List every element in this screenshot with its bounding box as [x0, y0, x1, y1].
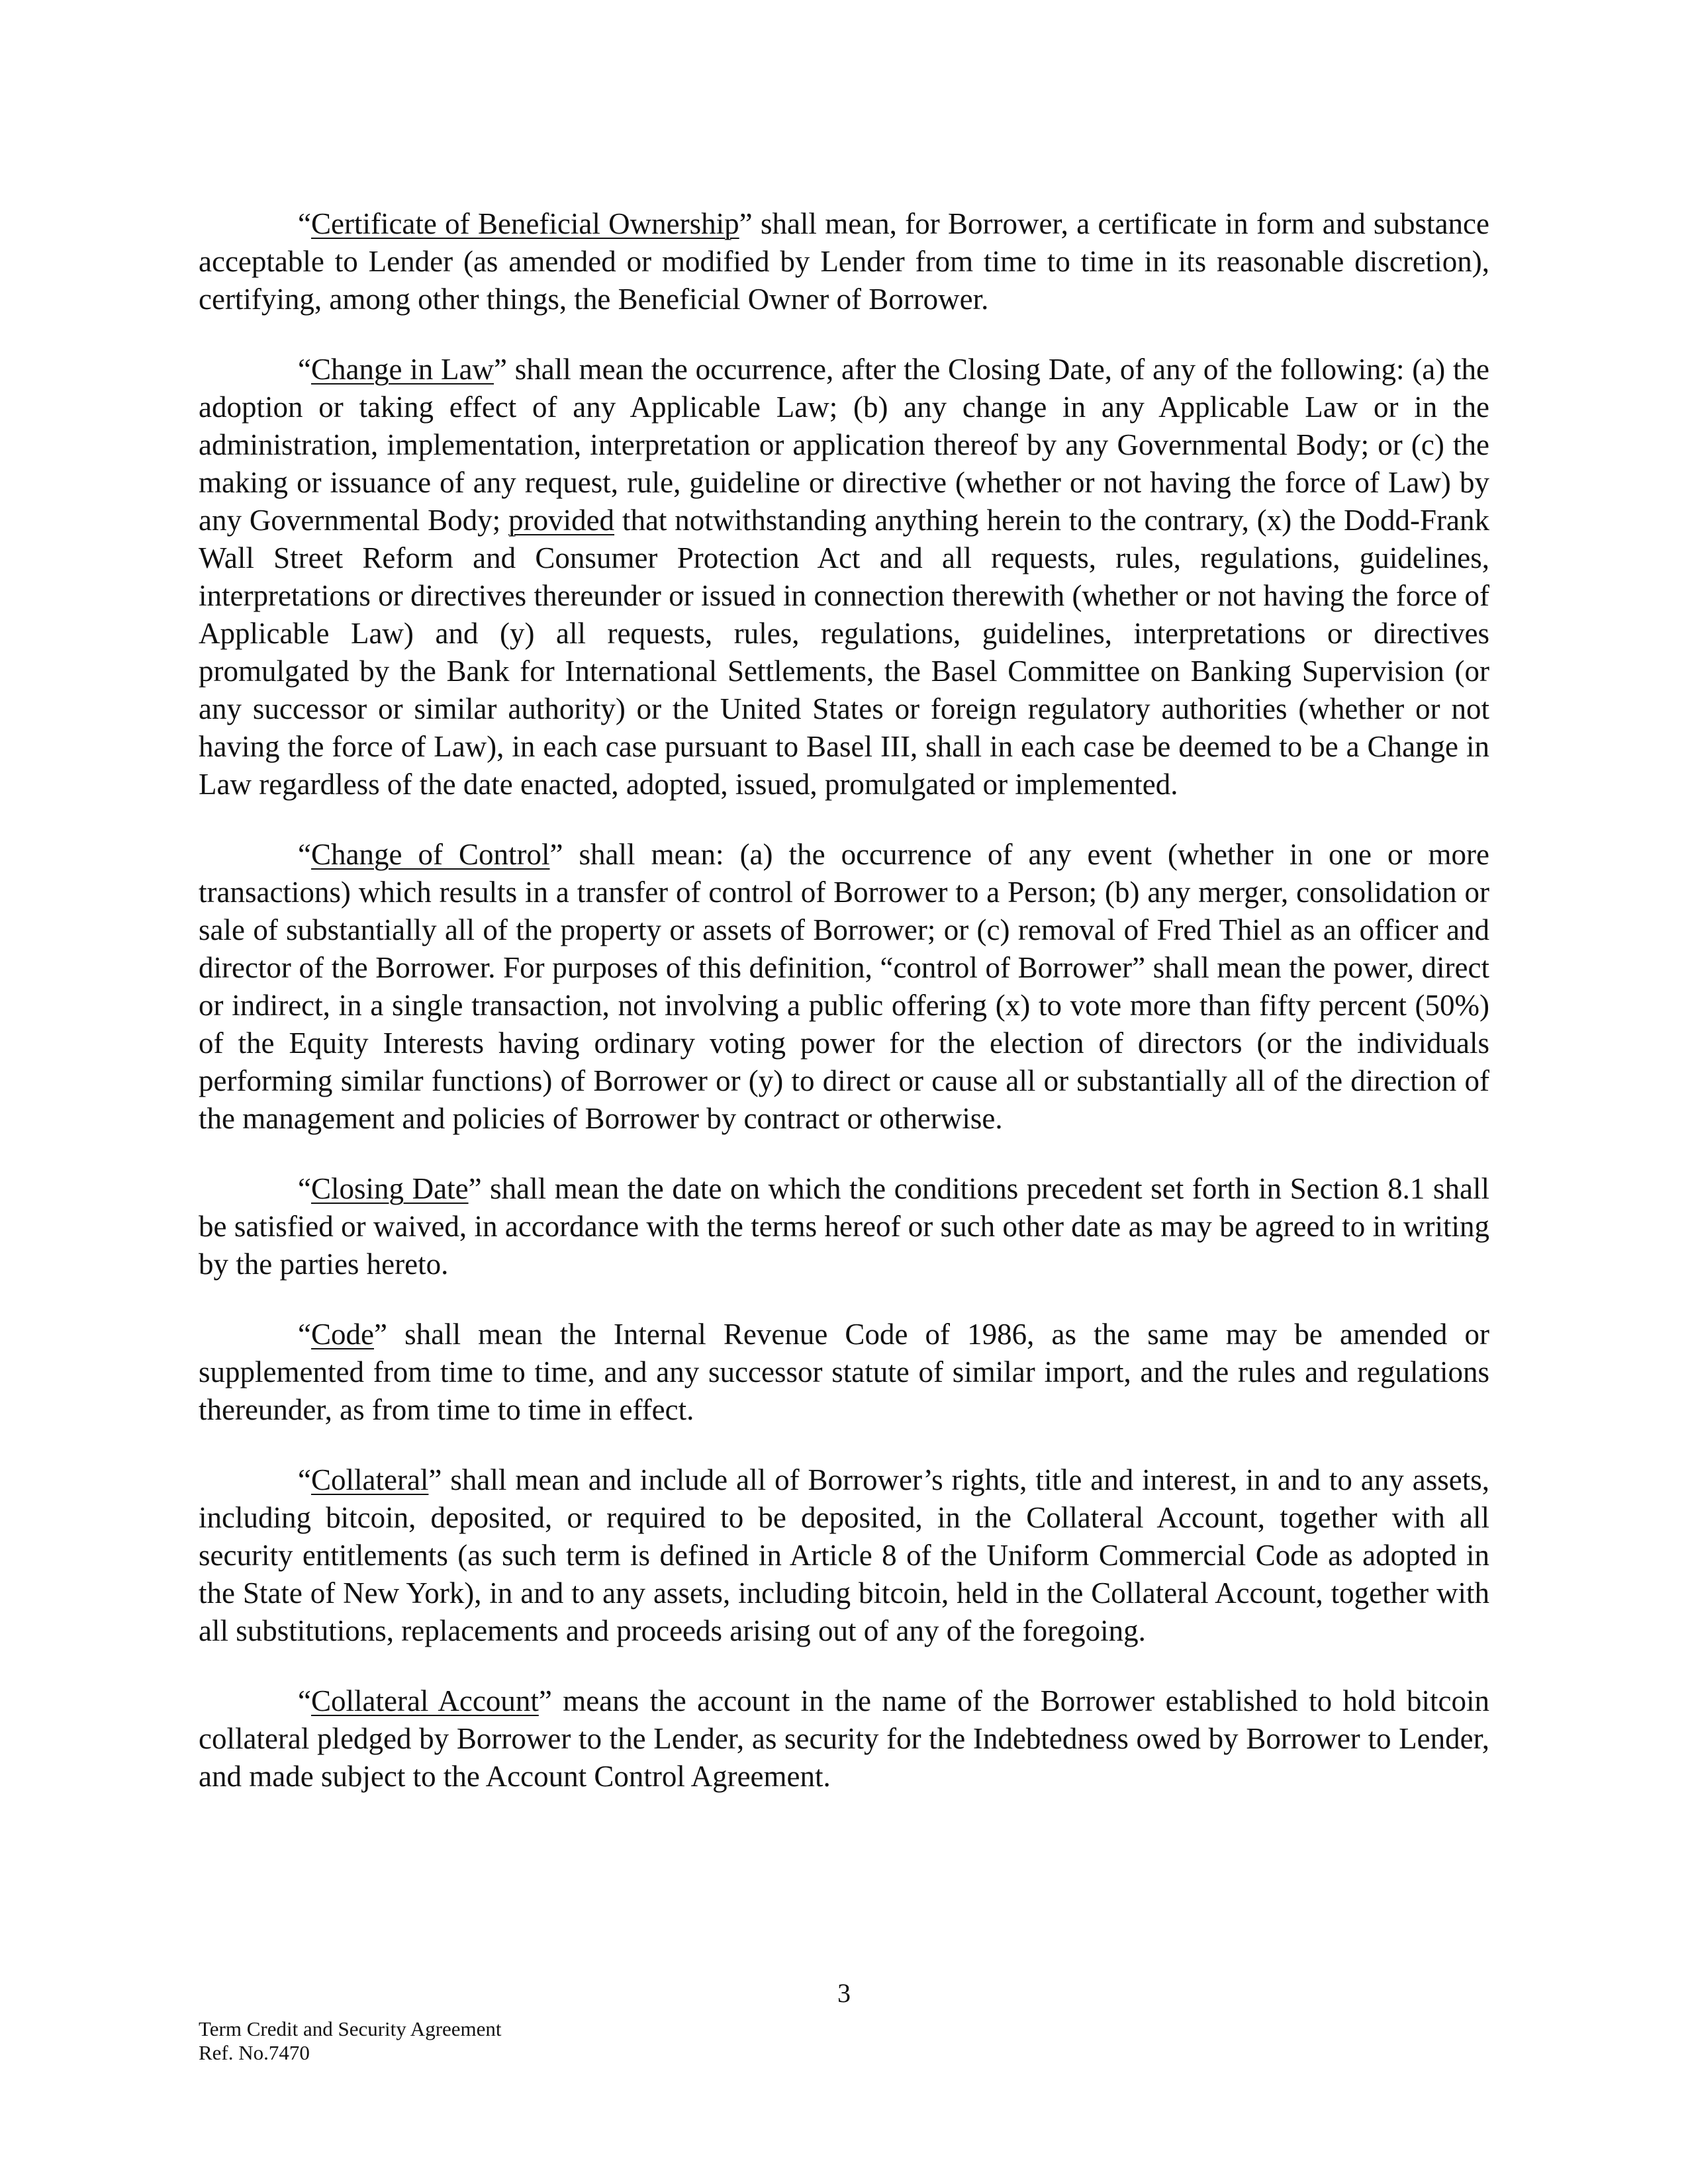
definition-collateral-account — [199, 1682, 1489, 1796]
definition-change-of-control — [199, 836, 1489, 1138]
open-quote: “ — [298, 207, 311, 240]
open-quote: “ — [298, 353, 311, 386]
footer-title: Term Credit and Security Agreement — [199, 2017, 502, 2040]
open-quote: “ — [298, 1684, 311, 1717]
definition-closing-date — [199, 1170, 1489, 1283]
emphasis-provided: provided — [508, 504, 615, 537]
open-quote: “ — [298, 1172, 311, 1205]
definition-text: ” shall mean the date on which the conditions precedent set forth in Section 8.1 shall be satisfied or waived, in accordance with the terms hereof or such other date as may be agreed to in writing by the parties hereto. — [199, 1172, 1489, 1281]
definition-text: ” means the account in the name of the Borrower established to hold bitcoin collateral pledged by Borrower to the Lender, as security for the Indebtedness owed by Borrower to Lender, and made subject to the Account Control Agreement. — [199, 1684, 1489, 1793]
footer — [199, 2017, 502, 2065]
open-quote: “ — [298, 1463, 311, 1496]
defined-term: Collateral — [310, 1463, 429, 1496]
definition-collateral — [199, 1461, 1489, 1650]
definition-text: ” shall mean and include all of Borrower’s rights, title and interest, in and to any assets, including bitcoin, deposited, or required to be deposited, in the Collateral Account, together with all security entitlements (as such term is defined in Article 8 of the Uniform Commercial Code as adopted in the State of New York), in and to any assets, including bitcoin, held in the Collateral Account, together with all substitutions, replacements and proceeds arising out of any of the foregoing. — [199, 1463, 1489, 1647]
defined-term: Change in Law — [310, 353, 494, 386]
footer-ref: Ref. No.7470 — [199, 2041, 310, 2064]
definition-change-in-law — [199, 351, 1489, 803]
definition-text: ” shall mean: (a) the occurrence of any event (whether in one or more transactions) which results in a transfer of control of Borrower to a Person; (b) any merger, consolidation or sale of substantially all of the property or assets of Borrower; or (c) removal of Fred Thiel as an officer and director of the Borrower. For purposes of this definition, “control of Borrower” shall mean the power, direct or indirect, in a single transaction, not involving a public offering (x) to vote more than fifty percent (50%) of the Equity Interests having ordinary voting power for the election of directors (or the individuals performing similar functions) of Borrower or (y) to direct or cause all or substantially all of the direction of the management and policies of Borrower by contract or otherwise. — [199, 838, 1490, 1135]
definition-certificate-of-beneficial-ownership — [199, 205, 1489, 318]
open-quote: “ — [298, 838, 311, 871]
definition-text-continued: that notwithstanding anything herein to the contrary, (x) the Dodd-Frank Wall Street Reform and Consumer Protection Act and all requests, rules, regulations, guidelines, interpretations or directives thereunder or issued in connection therewith (whether or not having the force of Applicable Law) and (y) all requests, rules, regulations, guidelines, interpretations or directives promulgated by the Bank for International Settlements, the Basel Committee on Banking Supervision (or any successor or similar authority) or the United States or foreign regulatory authorities (whether or not having the force of Law), in each case pursuant to Basel III, shall in each case be deemed to be a Change in Law regardless of the date enacted, adopted, issued, promulgated or implemented. — [199, 504, 1489, 801]
defined-term: Code — [310, 1318, 374, 1351]
defined-term: Collateral Account — [310, 1684, 539, 1717]
page-number: 3 — [837, 1978, 851, 2008]
definition-code — [199, 1316, 1489, 1429]
defined-term: Closing Date — [310, 1172, 469, 1205]
defined-term: Change of Control — [310, 838, 550, 871]
open-quote: “ — [298, 1318, 311, 1351]
definition-text: ” shall mean the Internal Revenue Code of 1986, as the same may be amended or supplemented from time to time, and any successor statute of similar import, and the rules and regulations thereunder, as from time to time in effect. — [199, 1318, 1489, 1426]
defined-term: Certificate of Beneficial Ownership — [310, 207, 739, 240]
definition-text: ” shall mean the occurrence, after the Closing Date, of any of the following: (a) the adoption or taking effect of any Applicable Law; (b) any change in any Applicable Law or in the administration, implementation, interpretation or application thereof by any Governmental Body; or (c) the making or issuance of any request, rule, guideline or directive (whether or not having the force of Law) by any Governmental Body; — [199, 353, 1489, 537]
definition-text: ” shall mean, for Borrower, a certificate in form and substance acceptable to Lender (as amended or modified by Lender from time to time in its reasonable discretion), certifying, among other things, the Beneficial Owner of Borrower. — [199, 207, 1489, 316]
document-body — [199, 205, 1489, 1828]
